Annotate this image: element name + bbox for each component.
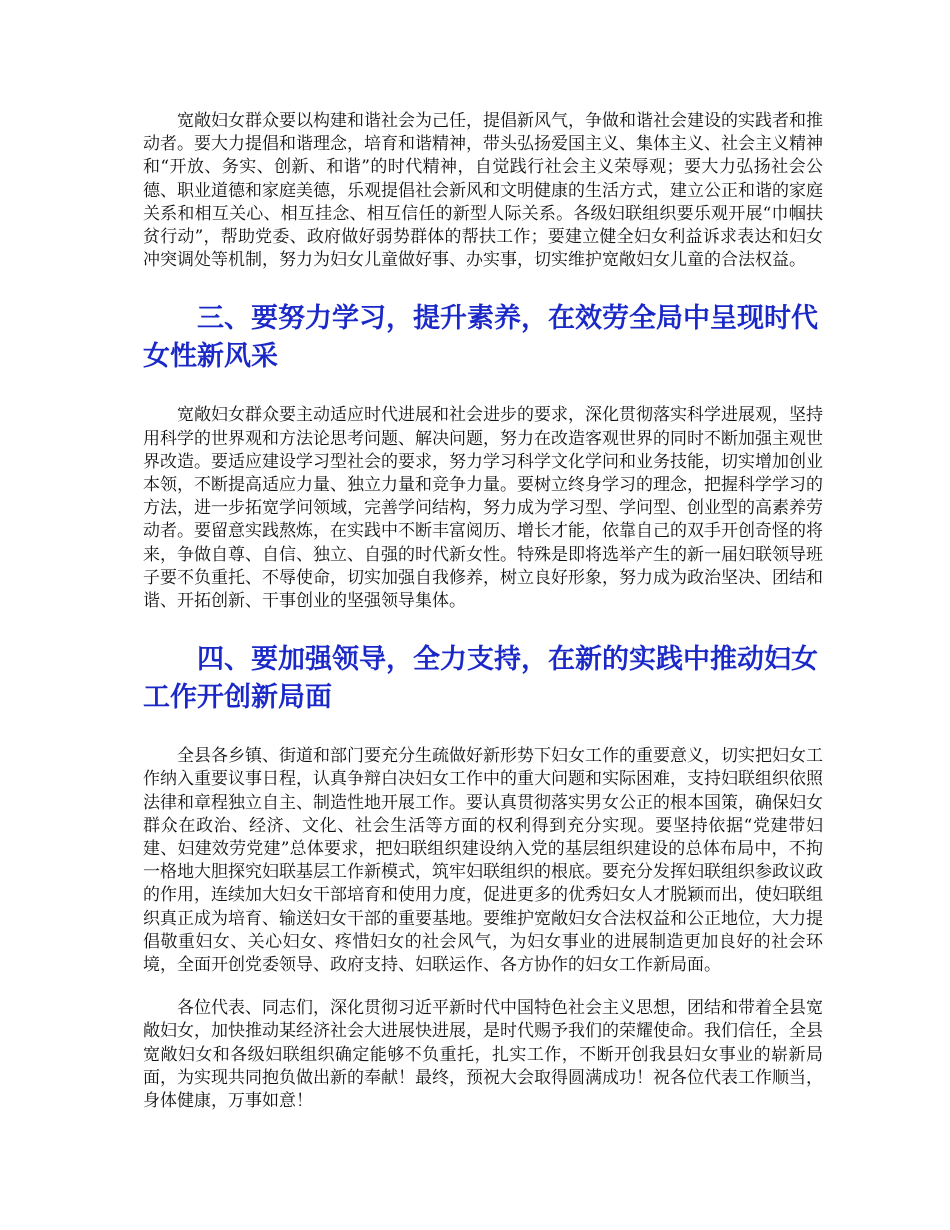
document-body bbox=[143, 110, 823, 1113]
body-paragraph-closing: 各位代表、同志们，深化贯彻习近平新时代中国特色社会主义思想，团结和带着全县宽敞妇女，加快推动某经济社会大进展快进展，是时代赐予我们的荣耀使命。我们信任，全县宽敞妇女和各级妇联组织确定能够不负重托，扎实工作，不断开创我县妇女事业的崭新局面，为实现共同抱负做出新的奉献！最终，预祝大会取得圆满成功！祝各位代表工作顺当，身体健康，万事如意！ bbox=[143, 998, 823, 1112]
section-heading-4: 四、要加强领导，全力支持，在新的实践中推动妇女工作开创新局面 bbox=[143, 644, 818, 714]
body-paragraph-learning: 宽敞妇女群众要主动适应时代进展和社会进步的要求，深化贯彻落实科学进展观，坚持用科学的世界观和方法论思考问题、解决问题，努力在改造客观世界的同时不断加强主观世界改造。要适应建设学习型社会的要求，努力学习科学文化学问和业务技能，切实增加创业本领，不断提高适应力量、独立力量和竞争力量。要树立终身学习的理念，把握科学学习的方法，进一步拓宽学问领域，完善学问结构，努力成为学习型、学问型、创业型的高素养劳动者。要留意实践熬炼，在实践中不断丰富阅历、增长才能，依靠自己的双手开创奇怪的将来，争做自尊、自信、独立、自强的时代新女性。特殊是即将选举产生的新一届妇联领导班子要不负重托、不辱使命，切实加强自我修养，树立良好形象，努力成为政治坚决、团结和谐、开拓创新、干事创业的坚强领导集体。 bbox=[143, 405, 823, 612]
section-heading-3: 三、要努力学习，提升素养，在效劳全局中呈现时代女性新风采 bbox=[143, 303, 818, 373]
body-paragraph-leadership: 全县各乡镇、街道和部门要充分生疏做好新形势下妇女工作的重要意义，切实把妇女工作纳入重要议事日程，认真争辩白决妇女工作中的重大问题和实际困难，支持妇联组织依照法律和章程独立自主、制造性地开展工作。要认真贯彻落实男女公正的根本国策，确保妇女群众在政治、经济、文化、社会生活等方面的权利得到充分实现。要坚持依据“党建带妇建、妇建效劳党建”总体要求，把妇联组织建设纳入党的基层组织建设的总体布局中，不拘一格地大胆探究妇联基层工作新模式，筑牢妇联组织的根底。要充分发挥妇联组织参政议政的作用，连续加大妇女干部培育和使用力度，促进更多的优秀妇女人才脱颖而出，使妇联组织真正成为培育、输送妇女干部的重要基地。要维护宽敞妇女合法权益和公正地位，大力提倡敬重妇女、关心妇女、疼惜妇女的社会风气，为妇女事业的进展制造更加良好的社会环境，全面开创党委领导、政府支持、妇联运作、各方协作的妇女工作新局面。 bbox=[143, 746, 823, 976]
body-paragraph-harmony: 宽敞妇女群众要以构建和谐社会为己任，提倡新风气，争做和谐社会建设的实践者和推动者。要大力提倡和谐理念，培育和谐精神，带头弘扬爱国主义、集体主义、社会主义精神和“开放、务实、创新、和谐”的时代精神，自觉践行社会主义荣辱观；要大力弘扬社会公德、职业道德和家庭美德，乐观提倡社会新风和文明健康的生活方式，建立公正和谐的家庭关系和相互关心、相互挂念、相互信任的新型人际关系。各级妇联组织要乐观开展“巾帼扶贫行动”，帮助党委、政府做好弱势群体的帮扶工作；要建立健全妇女利益诉求表达和妇女冲突调处等机制，努力为妇女儿童做好事、办实事，切实维护宽敞妇女儿童的合法权益。 bbox=[143, 111, 823, 271]
